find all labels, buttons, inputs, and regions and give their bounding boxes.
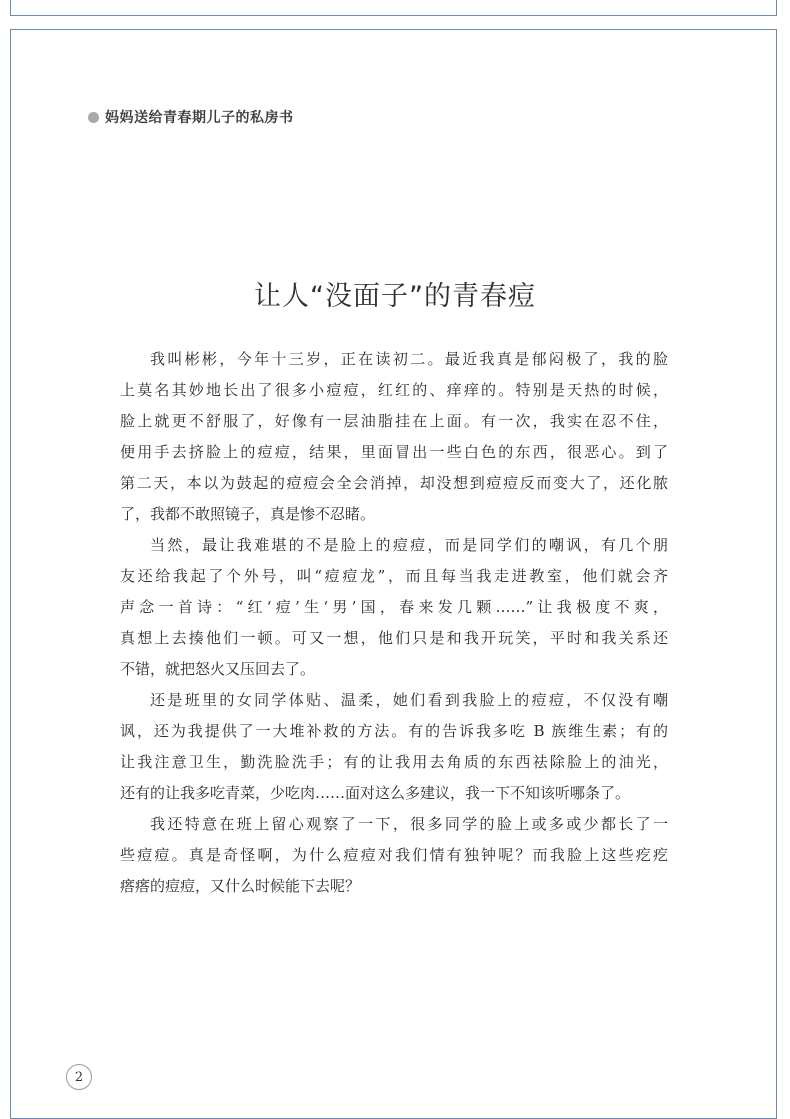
text-line: 了，我都不敢照镜子，真是惨不忍睹。: [120, 505, 376, 523]
text-line: 让我注意卫生，勤洗脸洗手；有的让我用去角质的东西祛除脸上的油光，: [120, 753, 668, 771]
text-line: 声念一首诗：“红‘痘’生‘男’国，春来发几颗……”让我极度不爽，: [120, 598, 668, 616]
running-header-text: 妈妈送给青春期儿子的私房书: [105, 110, 294, 126]
text-line: 当然，最让我难堪的不是脸上的痘痘，而是同学们的嘲讽，有几个朋: [150, 536, 668, 554]
text-line: 第二天，本以为鼓起的痘痘会全会消掉，却没想到痘痘反而变大了，还化脓: [120, 474, 668, 492]
article-title: 让人“没面子”的青春痘: [254, 281, 536, 312]
article-body: [120, 344, 668, 902]
text-line: 脸上就更不舒服了，好像有一层油脂挂在上面。有一次，我实在忍不住，: [120, 412, 668, 430]
text-line: 些痘痘。真是奇怪啊，为什么痘痘对我们情有独钟呢？而我脸上这些疙疙: [120, 846, 668, 864]
text-line: 便用手去挤脸上的痘痘，结果，里面冒出一些白色的东西，很恶心。到了: [120, 443, 668, 461]
top-page-edge: [10, 0, 777, 16]
text-line: 真想上去揍他们一顿。可又一想，他们只是和我开玩笑，平时和我关系还: [120, 629, 668, 647]
paragraph: [120, 809, 668, 902]
page-number: 2: [66, 1064, 92, 1090]
paragraph: [120, 530, 668, 685]
text-line: 我还特意在班上留心观察了一下，很多同学的脸上或多或少都长了一: [150, 815, 668, 833]
paragraph: [120, 685, 668, 809]
text-line: 还有的让我多吃青菜，少吃肉……面对这么多建议，我一下不知该听哪条了。: [120, 784, 631, 802]
text-line: 上莫名其妙地长出了很多小痘痘，红红的、痒痒的。特别是天热的时候，: [120, 381, 668, 399]
text-line: 我叫彬彬，今年十三岁，正在读初二。最近我真是郁闷极了，我的脸: [150, 350, 668, 368]
text-line: 友还给我起了个外号，叫“痘痘龙”，而且每当我走进教室，他们就会齐: [120, 567, 668, 585]
text-line: 讽，还为我提供了一大堆补救的方法。有的告诉我多吃 B 族维生素；有的: [120, 722, 668, 740]
text-line: 不错，就把怒火又压回去了。: [120, 660, 316, 678]
paragraph: [120, 344, 668, 530]
running-header: [88, 106, 294, 128]
text-line: 瘩瘩的痘痘，又什么时候能下去呢？: [120, 877, 361, 895]
gray-dot-icon: [88, 112, 99, 123]
text-line: 还是班里的女同学体贴、温柔，她们看到我脸上的痘痘，不仅没有嘲: [150, 691, 668, 709]
